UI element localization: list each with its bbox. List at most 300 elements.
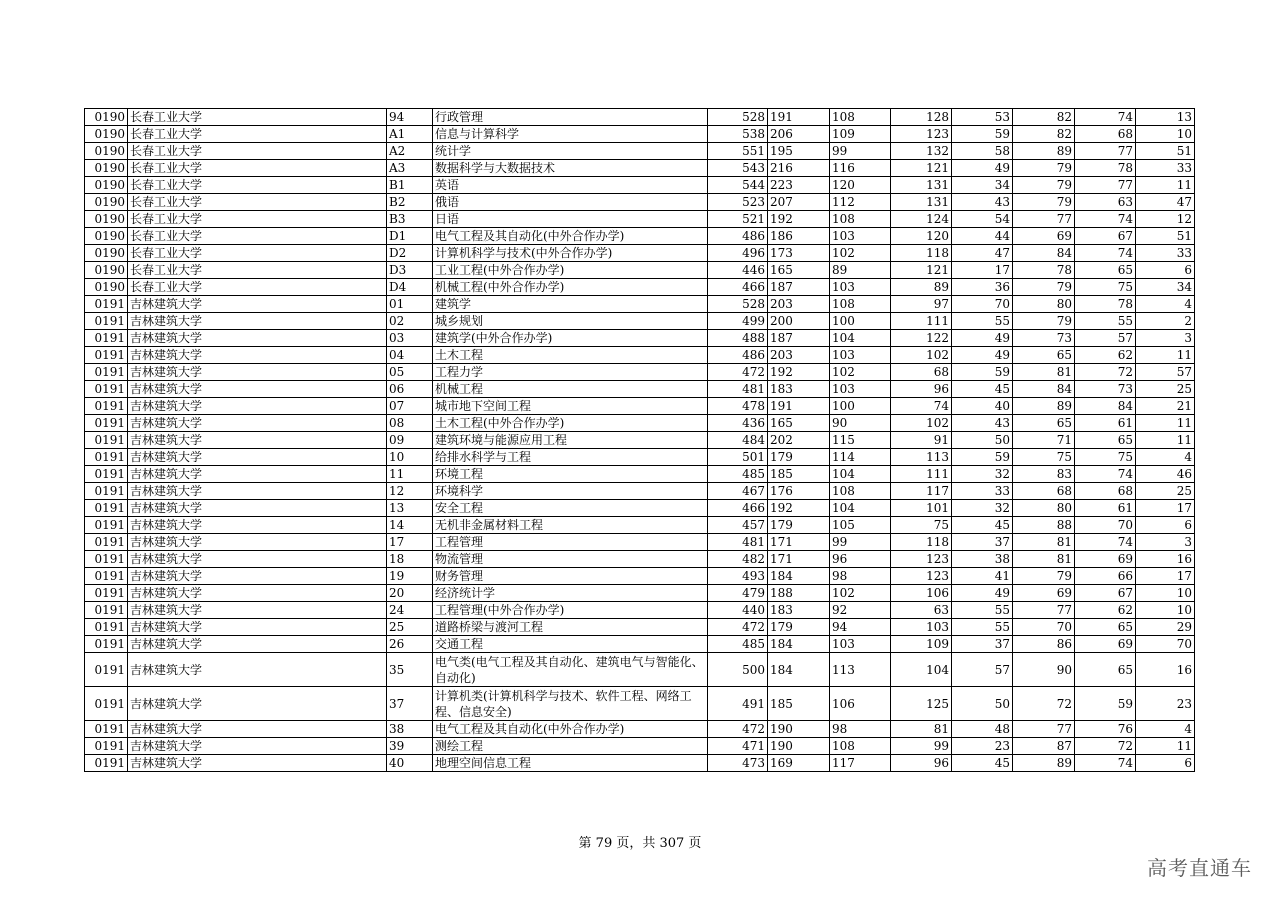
school-name-cell: 长春工业大学 bbox=[128, 279, 387, 296]
table-row bbox=[85, 296, 1195, 313]
score-c3-cell: 96 bbox=[891, 755, 952, 772]
score-c3-cell: 102 bbox=[891, 347, 952, 364]
major-name-cell: 电气类(电气工程及其自动化、建筑电气与智能化、自动化) bbox=[433, 653, 708, 687]
score-c1-cell: 184 bbox=[768, 636, 830, 653]
score-max-cell: 485 bbox=[708, 466, 768, 483]
school-code-cell: 0190 bbox=[85, 228, 128, 245]
score-c7-cell: 4 bbox=[1136, 449, 1195, 466]
school-name-cell: 吉林建筑大学 bbox=[128, 313, 387, 330]
score-c6-cell: 77 bbox=[1075, 143, 1136, 160]
major-code-cell: 02 bbox=[387, 313, 433, 330]
score-c6-cell: 78 bbox=[1075, 296, 1136, 313]
score-c1-cell: 188 bbox=[768, 585, 830, 602]
score-c2-cell: 109 bbox=[830, 126, 891, 143]
score-c6-cell: 77 bbox=[1075, 177, 1136, 194]
score-c5-cell: 77 bbox=[1013, 721, 1075, 738]
score-c1-cell: 192 bbox=[768, 364, 830, 381]
table-row bbox=[85, 585, 1195, 602]
major-code-cell: B3 bbox=[387, 211, 433, 228]
school-code-cell: 0191 bbox=[85, 755, 128, 772]
score-c7-cell: 6 bbox=[1136, 262, 1195, 279]
major-code-cell: A2 bbox=[387, 143, 433, 160]
score-c3-cell: 104 bbox=[891, 653, 952, 687]
major-name-cell: 经济统计学 bbox=[433, 585, 708, 602]
admission-score-table bbox=[84, 108, 1195, 772]
score-c1-cell: 165 bbox=[768, 415, 830, 432]
score-c3-cell: 123 bbox=[891, 568, 952, 585]
score-c6-cell: 63 bbox=[1075, 194, 1136, 211]
score-c5-cell: 71 bbox=[1013, 432, 1075, 449]
major-code-cell: 11 bbox=[387, 466, 433, 483]
school-code-cell: 0191 bbox=[85, 432, 128, 449]
table-row bbox=[85, 160, 1195, 177]
school-name-cell: 吉林建筑大学 bbox=[128, 500, 387, 517]
score-c5-cell: 78 bbox=[1013, 262, 1075, 279]
table-row bbox=[85, 449, 1195, 466]
score-c4-cell: 50 bbox=[952, 687, 1013, 721]
score-c1-cell: 187 bbox=[768, 330, 830, 347]
table-row bbox=[85, 313, 1195, 330]
major-code-cell: A1 bbox=[387, 126, 433, 143]
table-row bbox=[85, 568, 1195, 585]
score-max-cell: 501 bbox=[708, 449, 768, 466]
score-c2-cell: 108 bbox=[830, 483, 891, 500]
score-c2-cell: 103 bbox=[830, 279, 891, 296]
score-c1-cell: 190 bbox=[768, 738, 830, 755]
table-row bbox=[85, 228, 1195, 245]
score-c4-cell: 45 bbox=[952, 755, 1013, 772]
score-c4-cell: 54 bbox=[952, 211, 1013, 228]
score-c3-cell: 121 bbox=[891, 160, 952, 177]
score-c3-cell: 132 bbox=[891, 143, 952, 160]
score-c1-cell: 183 bbox=[768, 602, 830, 619]
school-name-cell: 吉林建筑大学 bbox=[128, 517, 387, 534]
school-name-cell: 吉林建筑大学 bbox=[128, 381, 387, 398]
school-code-cell: 0191 bbox=[85, 330, 128, 347]
major-code-cell: 08 bbox=[387, 415, 433, 432]
score-c1-cell: 187 bbox=[768, 279, 830, 296]
score-c1-cell: 203 bbox=[768, 347, 830, 364]
score-max-cell: 493 bbox=[708, 568, 768, 585]
major-name-cell: 城乡规划 bbox=[433, 313, 708, 330]
score-max-cell: 551 bbox=[708, 143, 768, 160]
score-c5-cell: 89 bbox=[1013, 398, 1075, 415]
score-c6-cell: 62 bbox=[1075, 602, 1136, 619]
score-max-cell: 521 bbox=[708, 211, 768, 228]
school-code-cell: 0190 bbox=[85, 245, 128, 262]
score-c5-cell: 81 bbox=[1013, 364, 1075, 381]
score-c5-cell: 79 bbox=[1013, 194, 1075, 211]
score-c5-cell: 89 bbox=[1013, 143, 1075, 160]
score-c6-cell: 57 bbox=[1075, 330, 1136, 347]
score-c3-cell: 101 bbox=[891, 500, 952, 517]
score-c6-cell: 74 bbox=[1075, 466, 1136, 483]
score-c6-cell: 72 bbox=[1075, 364, 1136, 381]
score-c4-cell: 55 bbox=[952, 602, 1013, 619]
score-c4-cell: 70 bbox=[952, 296, 1013, 313]
score-c2-cell: 103 bbox=[830, 347, 891, 364]
score-c2-cell: 100 bbox=[830, 313, 891, 330]
score-c7-cell: 13 bbox=[1136, 109, 1195, 126]
score-c7-cell: 46 bbox=[1136, 466, 1195, 483]
table-row bbox=[85, 177, 1195, 194]
school-code-cell: 0191 bbox=[85, 687, 128, 721]
table-row bbox=[85, 636, 1195, 653]
major-name-cell: 建筑环境与能源应用工程 bbox=[433, 432, 708, 449]
score-c3-cell: 125 bbox=[891, 687, 952, 721]
score-c4-cell: 37 bbox=[952, 534, 1013, 551]
score-max-cell: 472 bbox=[708, 721, 768, 738]
score-c4-cell: 45 bbox=[952, 517, 1013, 534]
score-c3-cell: 111 bbox=[891, 313, 952, 330]
score-c1-cell: 190 bbox=[768, 721, 830, 738]
major-code-cell: 18 bbox=[387, 551, 433, 568]
score-c7-cell: 25 bbox=[1136, 483, 1195, 500]
score-c1-cell: 191 bbox=[768, 398, 830, 415]
score-c4-cell: 58 bbox=[952, 143, 1013, 160]
score-c4-cell: 34 bbox=[952, 177, 1013, 194]
score-c3-cell: 97 bbox=[891, 296, 952, 313]
major-name-cell: 无机非金属材料工程 bbox=[433, 517, 708, 534]
school-name-cell: 长春工业大学 bbox=[128, 262, 387, 279]
school-name-cell: 长春工业大学 bbox=[128, 143, 387, 160]
score-c6-cell: 72 bbox=[1075, 738, 1136, 755]
score-c2-cell: 96 bbox=[830, 551, 891, 568]
school-code-cell: 0190 bbox=[85, 262, 128, 279]
score-max-cell: 478 bbox=[708, 398, 768, 415]
major-name-cell: 环境工程 bbox=[433, 466, 708, 483]
table-row bbox=[85, 738, 1195, 755]
score-c1-cell: 176 bbox=[768, 483, 830, 500]
score-c4-cell: 36 bbox=[952, 279, 1013, 296]
table-row bbox=[85, 534, 1195, 551]
score-c6-cell: 70 bbox=[1075, 517, 1136, 534]
major-name-cell: 物流管理 bbox=[433, 551, 708, 568]
score-max-cell: 457 bbox=[708, 517, 768, 534]
school-code-cell: 0191 bbox=[85, 636, 128, 653]
score-c5-cell: 79 bbox=[1013, 160, 1075, 177]
score-c2-cell: 106 bbox=[830, 687, 891, 721]
major-name-cell: 安全工程 bbox=[433, 500, 708, 517]
score-max-cell: 481 bbox=[708, 534, 768, 551]
score-max-cell: 466 bbox=[708, 500, 768, 517]
score-c4-cell: 23 bbox=[952, 738, 1013, 755]
score-c7-cell: 16 bbox=[1136, 653, 1195, 687]
school-name-cell: 吉林建筑大学 bbox=[128, 687, 387, 721]
score-c3-cell: 121 bbox=[891, 262, 952, 279]
score-max-cell: 528 bbox=[708, 296, 768, 313]
school-code-cell: 0190 bbox=[85, 194, 128, 211]
school-code-cell: 0191 bbox=[85, 534, 128, 551]
major-code-cell: 04 bbox=[387, 347, 433, 364]
score-c7-cell: 25 bbox=[1136, 381, 1195, 398]
major-code-cell: 26 bbox=[387, 636, 433, 653]
major-code-cell: 07 bbox=[387, 398, 433, 415]
score-c4-cell: 59 bbox=[952, 364, 1013, 381]
score-c1-cell: 183 bbox=[768, 381, 830, 398]
score-c4-cell: 59 bbox=[952, 126, 1013, 143]
score-c4-cell: 55 bbox=[952, 619, 1013, 636]
score-max-cell: 485 bbox=[708, 636, 768, 653]
major-code-cell: 13 bbox=[387, 500, 433, 517]
school-code-cell: 0191 bbox=[85, 466, 128, 483]
score-c3-cell: 131 bbox=[891, 194, 952, 211]
score-c7-cell: 11 bbox=[1136, 415, 1195, 432]
table-row bbox=[85, 432, 1195, 449]
school-code-cell: 0191 bbox=[85, 347, 128, 364]
score-max-cell: 486 bbox=[708, 228, 768, 245]
score-c2-cell: 98 bbox=[830, 568, 891, 585]
score-c2-cell: 98 bbox=[830, 721, 891, 738]
score-c6-cell: 75 bbox=[1075, 279, 1136, 296]
score-c7-cell: 11 bbox=[1136, 347, 1195, 364]
score-max-cell: 440 bbox=[708, 602, 768, 619]
score-c4-cell: 50 bbox=[952, 432, 1013, 449]
score-c6-cell: 61 bbox=[1075, 500, 1136, 517]
score-c1-cell: 179 bbox=[768, 619, 830, 636]
score-c5-cell: 86 bbox=[1013, 636, 1075, 653]
major-code-cell: 17 bbox=[387, 534, 433, 551]
score-c5-cell: 83 bbox=[1013, 466, 1075, 483]
major-code-cell: A3 bbox=[387, 160, 433, 177]
score-c7-cell: 16 bbox=[1136, 551, 1195, 568]
score-c7-cell: 34 bbox=[1136, 279, 1195, 296]
score-c1-cell: 171 bbox=[768, 534, 830, 551]
score-c2-cell: 116 bbox=[830, 160, 891, 177]
score-max-cell: 496 bbox=[708, 245, 768, 262]
score-c7-cell: 51 bbox=[1136, 143, 1195, 160]
school-name-cell: 吉林建筑大学 bbox=[128, 296, 387, 313]
table-row bbox=[85, 755, 1195, 772]
score-c7-cell: 17 bbox=[1136, 500, 1195, 517]
admission-score-table-container bbox=[84, 108, 1195, 772]
major-code-cell: 01 bbox=[387, 296, 433, 313]
school-name-cell: 吉林建筑大学 bbox=[128, 602, 387, 619]
score-c7-cell: 17 bbox=[1136, 568, 1195, 585]
table-row bbox=[85, 279, 1195, 296]
school-code-cell: 0190 bbox=[85, 211, 128, 228]
table-row bbox=[85, 211, 1195, 228]
score-c7-cell: 10 bbox=[1136, 126, 1195, 143]
table-row bbox=[85, 347, 1195, 364]
school-name-cell: 长春工业大学 bbox=[128, 245, 387, 262]
score-c1-cell: 171 bbox=[768, 551, 830, 568]
school-name-cell: 吉林建筑大学 bbox=[128, 636, 387, 653]
school-code-cell: 0191 bbox=[85, 551, 128, 568]
score-c2-cell: 103 bbox=[830, 381, 891, 398]
score-c4-cell: 49 bbox=[952, 585, 1013, 602]
score-c7-cell: 11 bbox=[1136, 432, 1195, 449]
school-code-cell: 0191 bbox=[85, 415, 128, 432]
score-c1-cell: 203 bbox=[768, 296, 830, 313]
major-code-cell: 40 bbox=[387, 755, 433, 772]
score-c1-cell: 206 bbox=[768, 126, 830, 143]
score-c2-cell: 100 bbox=[830, 398, 891, 415]
score-c4-cell: 45 bbox=[952, 381, 1013, 398]
score-c5-cell: 88 bbox=[1013, 517, 1075, 534]
major-code-cell: 25 bbox=[387, 619, 433, 636]
major-name-cell: 行政管理 bbox=[433, 109, 708, 126]
score-max-cell: 466 bbox=[708, 279, 768, 296]
score-c7-cell: 3 bbox=[1136, 534, 1195, 551]
score-c6-cell: 69 bbox=[1075, 636, 1136, 653]
score-c2-cell: 114 bbox=[830, 449, 891, 466]
score-c5-cell: 80 bbox=[1013, 500, 1075, 517]
score-c4-cell: 55 bbox=[952, 313, 1013, 330]
score-c3-cell: 113 bbox=[891, 449, 952, 466]
major-name-cell: 机械工程(中外合作办学) bbox=[433, 279, 708, 296]
school-name-cell: 吉林建筑大学 bbox=[128, 738, 387, 755]
score-c4-cell: 48 bbox=[952, 721, 1013, 738]
table-row bbox=[85, 517, 1195, 534]
score-c3-cell: 111 bbox=[891, 466, 952, 483]
major-code-cell: 05 bbox=[387, 364, 433, 381]
score-max-cell: 499 bbox=[708, 313, 768, 330]
score-c2-cell: 104 bbox=[830, 466, 891, 483]
score-c1-cell: 185 bbox=[768, 466, 830, 483]
major-name-cell: 统计学 bbox=[433, 143, 708, 160]
school-name-cell: 吉林建筑大学 bbox=[128, 449, 387, 466]
major-name-cell: 计算机类(计算机科学与技术、软件工程、网络工程、信息安全) bbox=[433, 687, 708, 721]
score-c6-cell: 65 bbox=[1075, 262, 1136, 279]
major-name-cell: 计算机科学与技术(中外合作办学) bbox=[433, 245, 708, 262]
school-code-cell: 0191 bbox=[85, 483, 128, 500]
table-row bbox=[85, 398, 1195, 415]
score-c5-cell: 69 bbox=[1013, 228, 1075, 245]
score-c5-cell: 80 bbox=[1013, 296, 1075, 313]
score-c3-cell: 81 bbox=[891, 721, 952, 738]
school-name-cell: 吉林建筑大学 bbox=[128, 755, 387, 772]
major-name-cell: 电气工程及其自动化(中外合作办学) bbox=[433, 721, 708, 738]
major-code-cell: 06 bbox=[387, 381, 433, 398]
major-name-cell: 交通工程 bbox=[433, 636, 708, 653]
score-max-cell: 472 bbox=[708, 364, 768, 381]
school-name-cell: 长春工业大学 bbox=[128, 211, 387, 228]
score-c5-cell: 84 bbox=[1013, 381, 1075, 398]
score-c4-cell: 17 bbox=[952, 262, 1013, 279]
school-name-cell: 吉林建筑大学 bbox=[128, 534, 387, 551]
score-max-cell: 488 bbox=[708, 330, 768, 347]
score-c7-cell: 57 bbox=[1136, 364, 1195, 381]
table-row bbox=[85, 126, 1195, 143]
school-code-cell: 0191 bbox=[85, 602, 128, 619]
score-c1-cell: 179 bbox=[768, 517, 830, 534]
score-max-cell: 528 bbox=[708, 109, 768, 126]
score-c2-cell: 90 bbox=[830, 415, 891, 432]
score-c7-cell: 2 bbox=[1136, 313, 1195, 330]
score-c4-cell: 47 bbox=[952, 245, 1013, 262]
score-c6-cell: 74 bbox=[1075, 245, 1136, 262]
table-row bbox=[85, 364, 1195, 381]
score-c7-cell: 10 bbox=[1136, 602, 1195, 619]
score-c2-cell: 112 bbox=[830, 194, 891, 211]
score-c6-cell: 84 bbox=[1075, 398, 1136, 415]
table-row bbox=[85, 687, 1195, 721]
score-c1-cell: 184 bbox=[768, 568, 830, 585]
school-code-cell: 0190 bbox=[85, 126, 128, 143]
school-name-cell: 吉林建筑大学 bbox=[128, 347, 387, 364]
score-max-cell: 543 bbox=[708, 160, 768, 177]
score-c1-cell: 184 bbox=[768, 653, 830, 687]
school-code-cell: 0190 bbox=[85, 279, 128, 296]
score-c4-cell: 44 bbox=[952, 228, 1013, 245]
score-c5-cell: 87 bbox=[1013, 738, 1075, 755]
school-code-cell: 0191 bbox=[85, 313, 128, 330]
score-c5-cell: 90 bbox=[1013, 653, 1075, 687]
score-c5-cell: 65 bbox=[1013, 347, 1075, 364]
major-name-cell: 数据科学与大数据技术 bbox=[433, 160, 708, 177]
score-c2-cell: 103 bbox=[830, 636, 891, 653]
table-row bbox=[85, 483, 1195, 500]
major-code-cell: D3 bbox=[387, 262, 433, 279]
score-c1-cell: 207 bbox=[768, 194, 830, 211]
major-name-cell: 财务管理 bbox=[433, 568, 708, 585]
score-c7-cell: 4 bbox=[1136, 296, 1195, 313]
score-c1-cell: 200 bbox=[768, 313, 830, 330]
score-c3-cell: 123 bbox=[891, 126, 952, 143]
score-c2-cell: 105 bbox=[830, 517, 891, 534]
score-c3-cell: 118 bbox=[891, 534, 952, 551]
score-c4-cell: 43 bbox=[952, 415, 1013, 432]
major-name-cell: 工程管理(中外合作办学) bbox=[433, 602, 708, 619]
score-c1-cell: 165 bbox=[768, 262, 830, 279]
school-code-cell: 0190 bbox=[85, 160, 128, 177]
score-c3-cell: 74 bbox=[891, 398, 952, 415]
score-c6-cell: 67 bbox=[1075, 228, 1136, 245]
score-c3-cell: 63 bbox=[891, 602, 952, 619]
score-c6-cell: 68 bbox=[1075, 483, 1136, 500]
school-code-cell: 0190 bbox=[85, 177, 128, 194]
table-row bbox=[85, 551, 1195, 568]
score-c4-cell: 38 bbox=[952, 551, 1013, 568]
score-c5-cell: 82 bbox=[1013, 109, 1075, 126]
score-c6-cell: 67 bbox=[1075, 585, 1136, 602]
watermark-logo: 高考直通车 bbox=[1147, 856, 1252, 880]
score-max-cell: 484 bbox=[708, 432, 768, 449]
score-c7-cell: 21 bbox=[1136, 398, 1195, 415]
score-c6-cell: 75 bbox=[1075, 449, 1136, 466]
score-c5-cell: 79 bbox=[1013, 568, 1075, 585]
table-row bbox=[85, 245, 1195, 262]
score-c3-cell: 99 bbox=[891, 738, 952, 755]
score-c2-cell: 103 bbox=[830, 228, 891, 245]
score-c4-cell: 57 bbox=[952, 653, 1013, 687]
table-row bbox=[85, 194, 1195, 211]
score-max-cell: 491 bbox=[708, 687, 768, 721]
score-c3-cell: 117 bbox=[891, 483, 952, 500]
school-name-cell: 吉林建筑大学 bbox=[128, 330, 387, 347]
score-c1-cell: 216 bbox=[768, 160, 830, 177]
major-code-cell: 19 bbox=[387, 568, 433, 585]
score-c2-cell: 102 bbox=[830, 585, 891, 602]
score-c4-cell: 40 bbox=[952, 398, 1013, 415]
major-code-cell: 37 bbox=[387, 687, 433, 721]
score-c1-cell: 195 bbox=[768, 143, 830, 160]
score-c2-cell: 99 bbox=[830, 143, 891, 160]
score-c7-cell: 11 bbox=[1136, 177, 1195, 194]
score-c2-cell: 113 bbox=[830, 653, 891, 687]
score-c5-cell: 81 bbox=[1013, 534, 1075, 551]
school-name-cell: 吉林建筑大学 bbox=[128, 466, 387, 483]
school-code-cell: 0191 bbox=[85, 738, 128, 755]
score-c7-cell: 47 bbox=[1136, 194, 1195, 211]
score-c6-cell: 76 bbox=[1075, 721, 1136, 738]
score-c7-cell: 23 bbox=[1136, 687, 1195, 721]
school-name-cell: 长春工业大学 bbox=[128, 228, 387, 245]
school-code-cell: 0191 bbox=[85, 364, 128, 381]
table-body bbox=[85, 109, 1195, 772]
score-c3-cell: 96 bbox=[891, 381, 952, 398]
